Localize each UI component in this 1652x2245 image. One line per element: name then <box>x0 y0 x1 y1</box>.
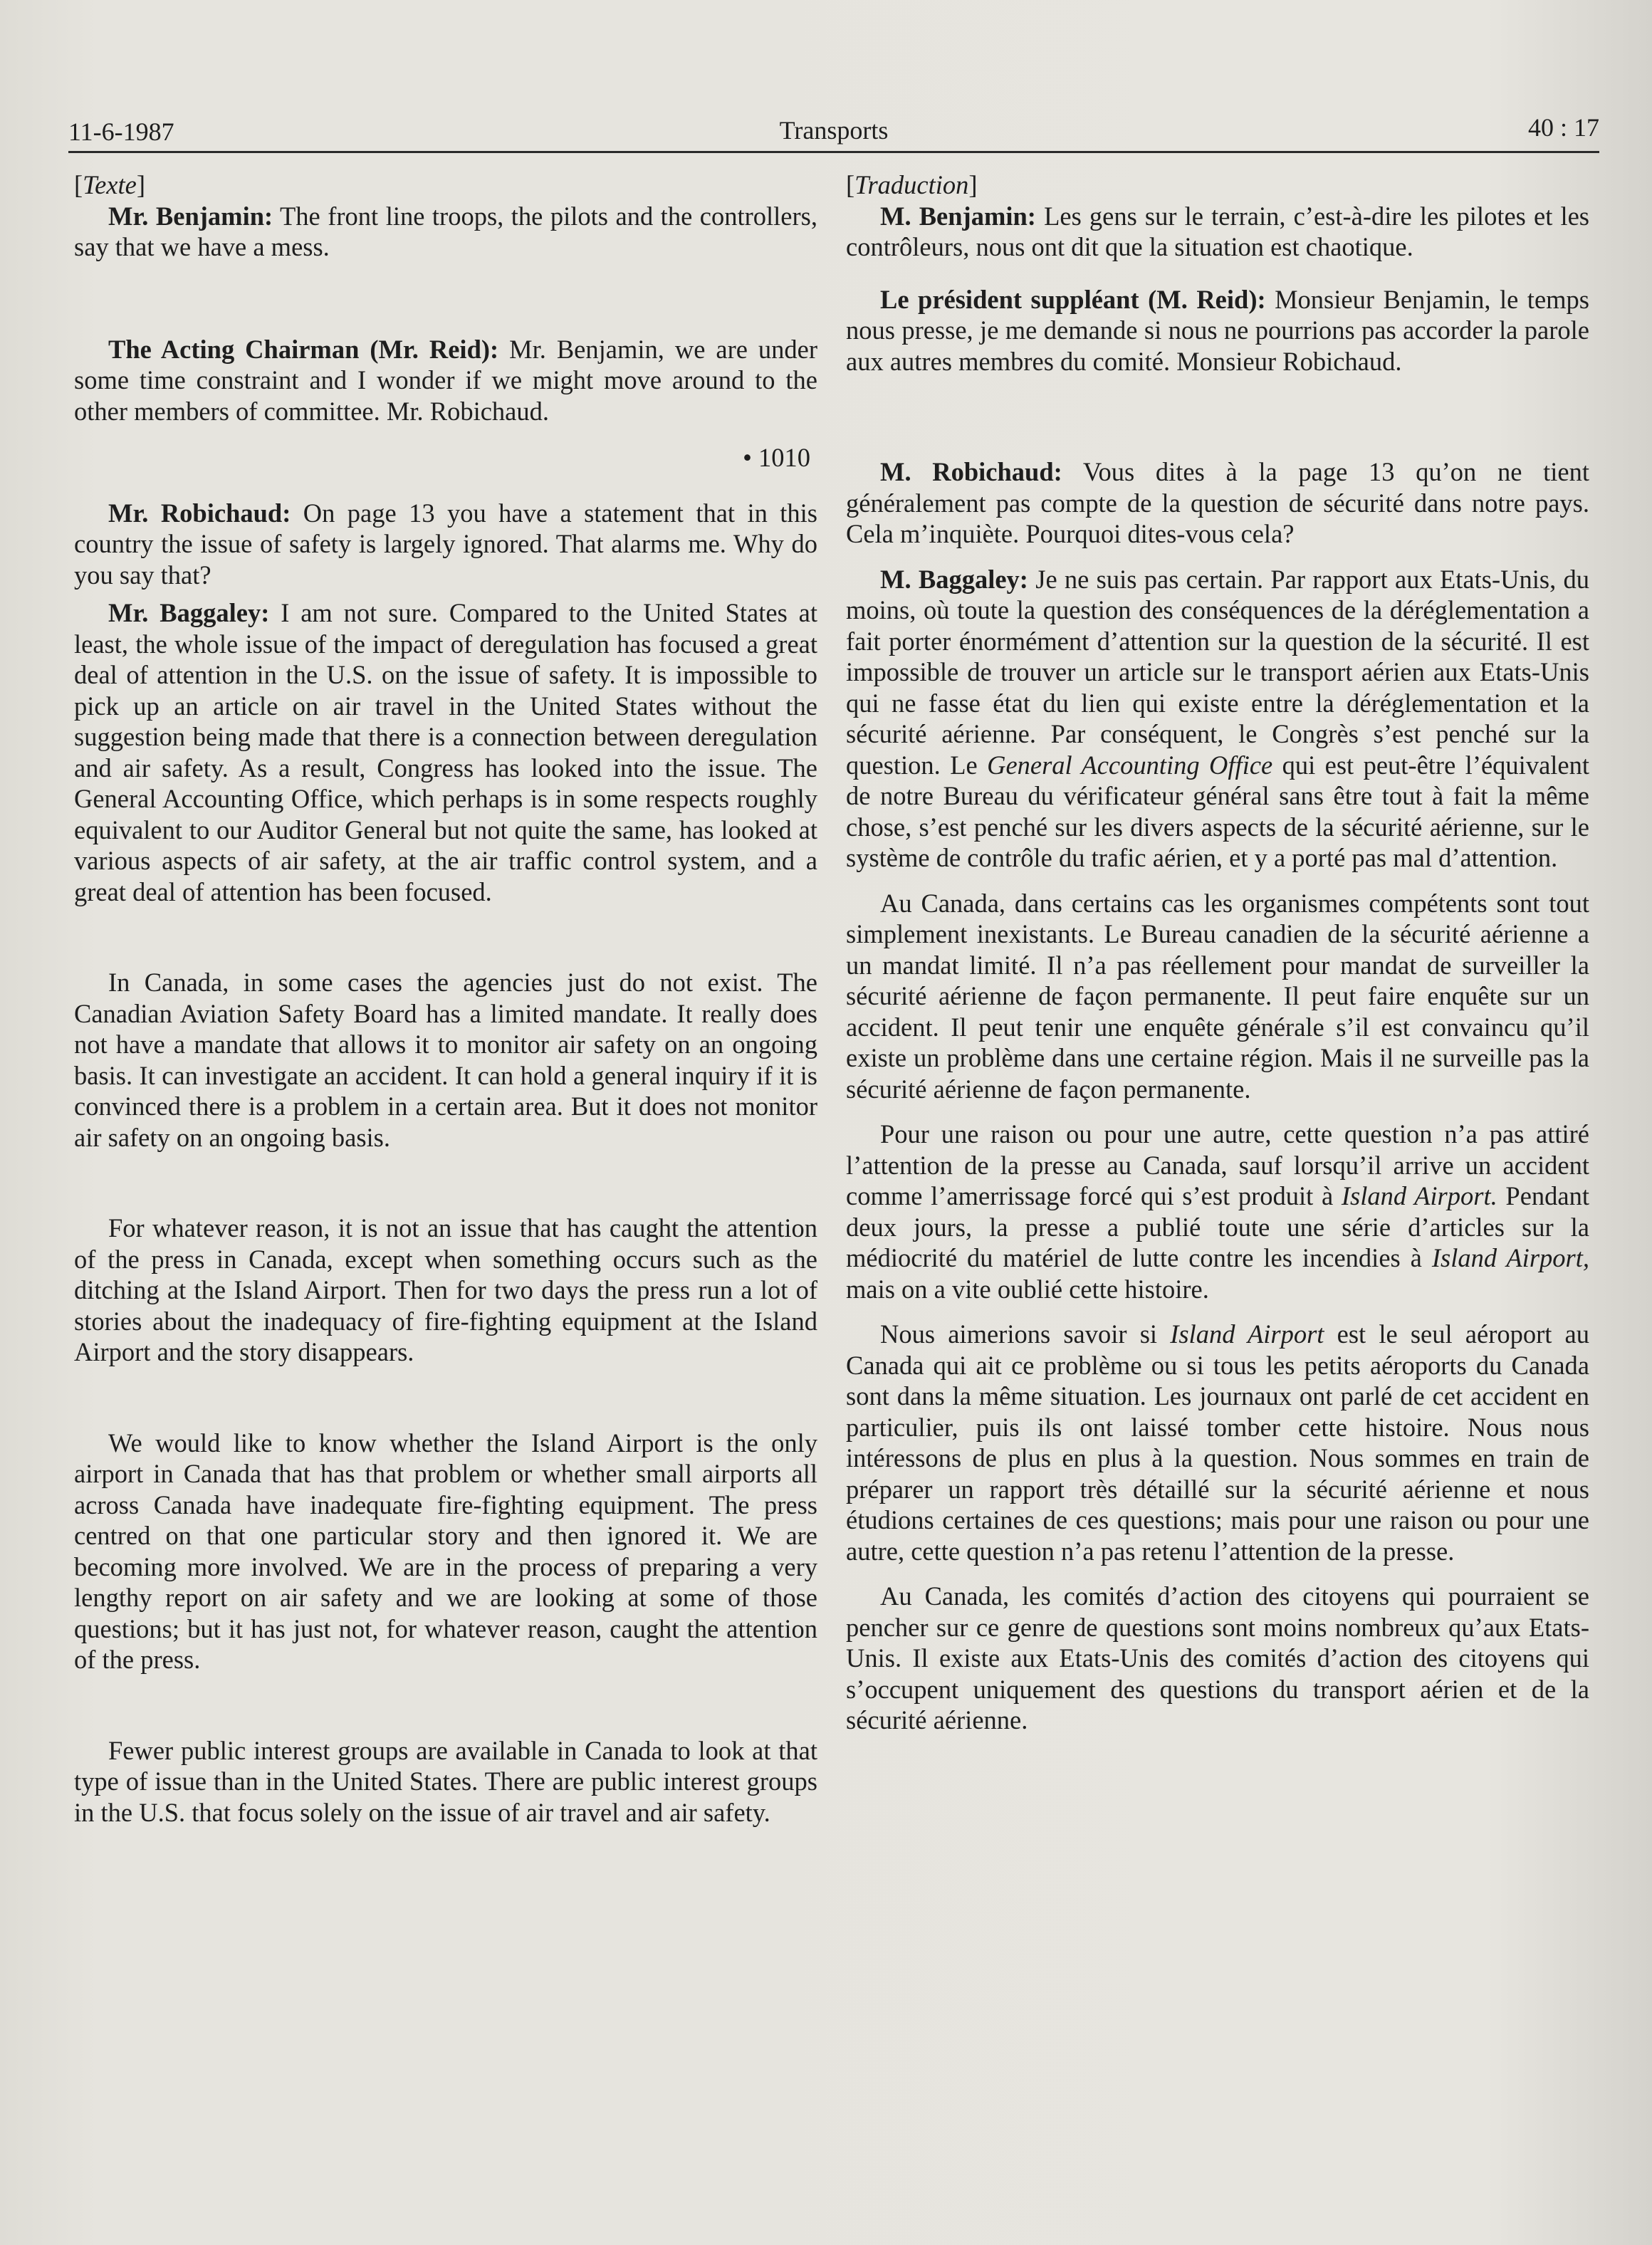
english-paragraph-chairman: The Acting Chairman (Mr. Reid): Mr. Benjamin, we are under some time constraint and I wonder if we might move around to the other members of committee. Mr. Robichaud. <box>74 334 817 426</box>
french-paragraph-baggaley: M. Baggaley: Je ne suis pas certain. Par rapport aux Etats-Unis, du moins, où toute la question des conséquences de la déréglementation a fait porter énormément d’attention sur la question de la sécurité. Il est impossible de trouver un article sur le transport aérien aux Etats-Unis qui ne fasse état du lien qui existe entre la déréglementation et la sécurité aérienne. Par conséquent, le Congrès s’est penché sur la question. Le General Accounting Office qui est peut-être l’équivalent de notre Bureau du vérificateur général sans être tout à fait la même chose, s’est penché sur les divers aspects de la sécurité aérienne, sur le système de contrôle du trafic aérien, et y a porté pas mal d’attention. <box>846 564 1589 872</box>
english-paragraph-baggaley: Mr. Baggaley: I am not sure. Compared to the United States at least, the whole issue of the impact of deregulation has focused a great deal of attention in the U.S. on the issue of safety. It is impossible to pick up an article on air travel in the United States without the suggestion being made that there is a connection between deregulation and air safety. As a result, Congress has looked into the issue. The General Accounting Office, which perhaps is in some respects roughly equivalent to our Auditor General but not quite the same, has looked at various aspects of air safety, at the air traffic control system, and a great deal of attention has been focused. <box>74 598 817 906</box>
french-paragraph-interest-groups: Au Canada, les comités d’action des citoyens qui pourraient se pencher sur ce genre de questions sont moins nombreux qu’aux Etats-Unis. Il existe aux Etats-Unis des comités d’action des citoyens qui s’occupent uniquement des questions du transport aérien et de la sécurité aérienne. <box>846 1581 1589 1734</box>
french-paragraph-canada-agencies: Au Canada, dans certains cas les organismes compétents sont tout simplement inexistants. Le Bureau canadien de la sécurité aérienne a un mandat limité. Il n’a pas réellement pour mandat de surveiller la sécurité aérienne de façon permanente. Il peut faire enquête sur un accident. Il peut tenir une enquête générale s’il est convaincu qu’il existe un problème dans une certaine région. Mais il ne surveille pas la sécurité aérienne de façon permanente. <box>846 888 1589 1104</box>
header-page-number: 40 : 17 <box>1527 113 1599 142</box>
french-label: [Traduction] <box>846 170 978 199</box>
speaker-name: The Acting Chairman (Mr. Reid): <box>108 334 499 364</box>
english-paragraph-canada-agencies: In Canada, in some cases the agencies just do not exist. The Canadian Aviation Safety Board has a limited mandate. It really does not have a mandate that allows it to monitor air safety on an ongoing basis. It can investigate an accident. It can hold a general inquiry if it is convinced there is a problem in a certain area. But it does not monitor air safety on an ongoing basis. <box>74 968 817 1152</box>
english-paragraph-robichaud: Mr. Robichaud: On page 13 you have a statement that in this country the issue of safety is largely ignored. That alarms me. Why do you say that? <box>74 498 818 590</box>
time-marker: • 1010 <box>743 443 810 472</box>
french-paragraph-chairman: Le président suppléant (M. Reid): Monsieur Benjamin, le temps nous presse, je me demande si nous ne pourrions pas accorder la parole aux autres membres du comité. Monsieur Robichaud. <box>846 284 1589 376</box>
english-column <box>74 169 817 1828</box>
header-date: 11-6-1987 <box>68 117 174 146</box>
french-paragraph-robichaud: M. Robichaud: Vous dites à la page 13 qu’on ne tient généralement pas compte de la question de sécurité dans notre pays. Cela m’inquiète. Pourquoi dites-vous cela? <box>846 457 1589 548</box>
english-paragraph-press: For whatever reason, it is not an issue that has caught the attention of the press in Canada, except when something occurs such as the ditching at the Island Airport. Then for two days the press run a lot of stories about the inadequacy of fire-fighting equipment at the Island Airport and the story disappears. <box>74 1213 817 1366</box>
speaker-name: Mr. Baggaley: <box>108 598 270 627</box>
english-paragraph-island-airport: We would like to know whether the Island Airport is the only airport in Canada that has that problem or whether small airports all across Canada have inadequate fire-fighting equipment. The press centred on that one particular story and then ignored it. We are becoming more involved. We are in the process of preparing a very lengthy report on air safety and we are looking at some of those questions; but it has just not, for whatever reason, caught the attention of the press. <box>74 1428 817 1674</box>
speaker-name: Le président suppléant (M. Reid): <box>880 284 1266 314</box>
french-column <box>846 169 1589 1736</box>
english-paragraph-benjamin: Mr. Benjamin: The front line troops, the pilots and the controllers, say that we have a mess. <box>74 201 817 261</box>
speaker-name: M. Baggaley: <box>880 564 1028 594</box>
french-paragraph-island-airport: Nous aimerions savoir si Island Airport est le seul aéroport au Canada qui ait ce problème ou si tous les petits aéroports du Canada sont dans la même situation. Les journaux ont parlé de cet accident en particulier, puis ils ont laissé tomber cette histoire. Nous nous intéressons de plus en plus à la question. Nous sommes en train de préparer un rapport très détaillé sur la sécurité aérienne et nous étudions certaines de ces questions; mais pour une raison ou pour une autre, cette question n’a pas retenu l’attention de la presse. <box>846 1319 1590 1566</box>
speaker-name: M. Robichaud: <box>880 457 1062 486</box>
french-paragraph-benjamin: M. Benjamin: Les gens sur le terrain, c’est-à-dire les pilotes et les contrôleurs, nous ont dit que la situation est chaotique. <box>846 201 1590 261</box>
english-paragraph-interest-groups: Fewer public interest groups are available in Canada to look at that type of issue than in the United States. There are public interest groups in the U.S. that focus solely on the issue of air travel and air safety. <box>74 1735 817 1827</box>
header-rule <box>68 151 1599 153</box>
speaker-name: Mr. Robichaud: <box>108 498 291 528</box>
speaker-name: M. Benjamin: <box>880 201 1036 231</box>
french-paragraph-press: Pour une raison ou pour une autre, cette question n’a pas attiré l’attention de la presse au Canada, sauf lorsqu’il arrive un accident comme l’amerrissage forcé qui s’est produit à Island Airport. Pendant deux jours, la presse a publié toute une série d’articles sur la médiocrité du matériel de lutte contre les incendies à Island Airport, mais on a vite oublié cette histoire. <box>846 1119 1590 1304</box>
header-title: Transports <box>779 116 889 145</box>
speaker-name: Mr. Benjamin: <box>108 201 273 231</box>
english-label: [Texte] <box>74 170 146 199</box>
running-header <box>68 107 1599 150</box>
